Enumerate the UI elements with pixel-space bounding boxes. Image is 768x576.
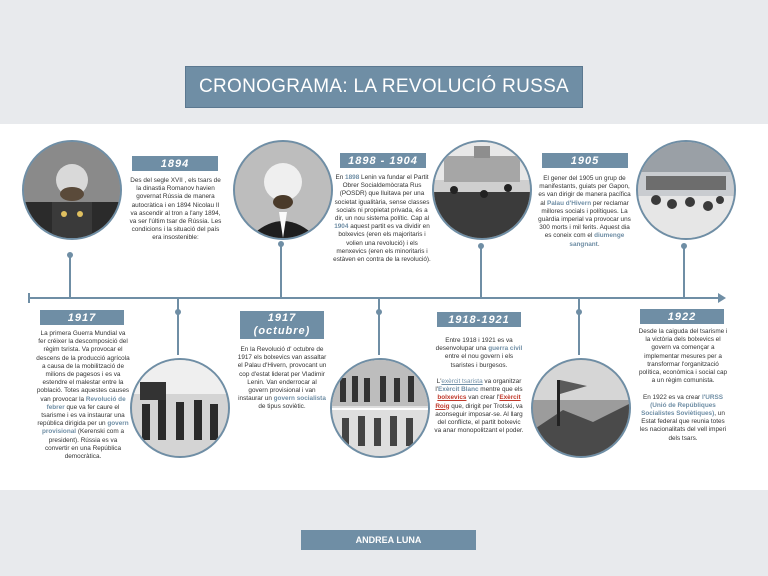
soldiers-march-image — [130, 358, 230, 458]
event-text-1898-1904: En 1898 Lenin va fundar el Partit Obrer Socialdemòcrata Rus (POSDR) que lluitava per una societat igualitària, sense classes socials ni propietat privada, és a dir, un nou sistema polític. Cap al 1904 aquest partit es va dividir en bolxevics (eren els majoritaris i volien una revolució) i els menxevics (eren els minoritaris i estàven en contra de la revolució). — [333, 174, 431, 264]
date-label-1918-1921: 1918-1921 — [437, 312, 521, 327]
connector — [280, 243, 282, 297]
event-text-1922: Desde la caiguda del tsarisme i la victòria dels bolxevics el govern va començar a implementar mesures per a transformar l'organització política, econòmica i social cap a un règim comunista. En 1922 es va crear l'URSS (Unió de Repúbliques Socialistes Soviètiques), un Estat federal que reunia totes les nacionalitats del vell imperi dels tsars. — [638, 328, 728, 442]
connector — [69, 254, 71, 297]
event-text-1917-octubre: En la Revolució d' octubre de 1917 els bolxevics van assaltar el Palau d'Hivern, provocant un cop d'estat liderat per Vladimir Lenin. Van enderrocar al govern provisional i van instaurar un govern socialista de tipus soviètic. — [237, 346, 327, 411]
connector-dot — [175, 309, 181, 315]
portrait-nicholas-ii-image — [22, 140, 122, 240]
date-label-1917-octubre: 1917 (octubre) — [240, 311, 324, 339]
connector — [578, 299, 580, 355]
connector-dot — [376, 309, 382, 315]
event-text-1894: Des del segle XVII , els tsars de la dinastia Romanov havien governat Rússia de manera autocràtica i en 1894 Nicolau II va ascendir al tron a l'any 1894, va ser l'últim tsar de Rússia. Les condicions i la situació del país era insostenible: — [129, 177, 222, 242]
date-label-1905: 1905 — [542, 153, 628, 168]
connector-dot — [576, 309, 582, 315]
portrait-lenin-image — [233, 140, 333, 240]
revolution-crowds-image — [330, 358, 430, 458]
crowd-palace-square-image — [432, 140, 532, 240]
connector-dot — [681, 243, 687, 249]
date-label-1898-1904: 1898 - 1904 — [340, 153, 426, 168]
timeline-arrow-icon — [718, 293, 726, 303]
civil-war-troops-image — [531, 358, 631, 458]
event-text-1905: El gener del 1905 un grup de manifestants, guiats per Gapon, es van dirigir de manera pacífica al Palau d'Hivern per reclamar millores socials i polítiques. La guàrdia imperial va provocar uns 300 morts i mil ferits. Aquest dia es coneix com el diumenge sangnant. — [538, 175, 631, 248]
connector-dot — [478, 243, 484, 249]
date-label-1922: 1922 — [640, 309, 724, 324]
author-label: ANDREA LUNA — [301, 530, 476, 550]
connector — [683, 245, 685, 297]
date-label-1917: 1917 — [40, 310, 124, 325]
page-title: CRONOGRAMA: LA REVOLUCIÓ RUSSA — [185, 66, 583, 108]
connector — [378, 299, 380, 355]
connector — [177, 299, 179, 355]
date-label-1894: 1894 — [132, 156, 218, 171]
event-text-1918-1921: Entre 1918 i 1921 es va desenvolupar una guerra civil entre el nou govern i els tsaristes i burgesos. L'exèrcit tsarista va organitzar l'Exèrcit Blanc mentre que els bolxevics van crear l'Exèrcit Roig que, dirigit per Trotski, va aconseguir imposar-se. Al llarg del conflicte, el partit bolxevic va anar monopolitzant el poder. — [434, 337, 524, 435]
connector-dot — [67, 252, 73, 258]
winter-massacre-image — [636, 140, 736, 240]
event-text-1917: La primera Guerra Mundial va fer créixer la descomposició del règim tsrista. Va provocar el descens de la producció agrícola a causa de la mobilització de milions de pagesos i es va estendre el malestar entre la població. Totes aquestes causes van provocar la Revolució de febrer que va fer caure el tsarisme i es va instaurar una república dirigida per un govern provisional (Kerenski com a president). Rússia es va convertir en una República democràtica. — [36, 330, 130, 461]
timeline-axis — [30, 297, 720, 299]
connector — [480, 245, 482, 297]
connector-dot — [278, 241, 284, 247]
